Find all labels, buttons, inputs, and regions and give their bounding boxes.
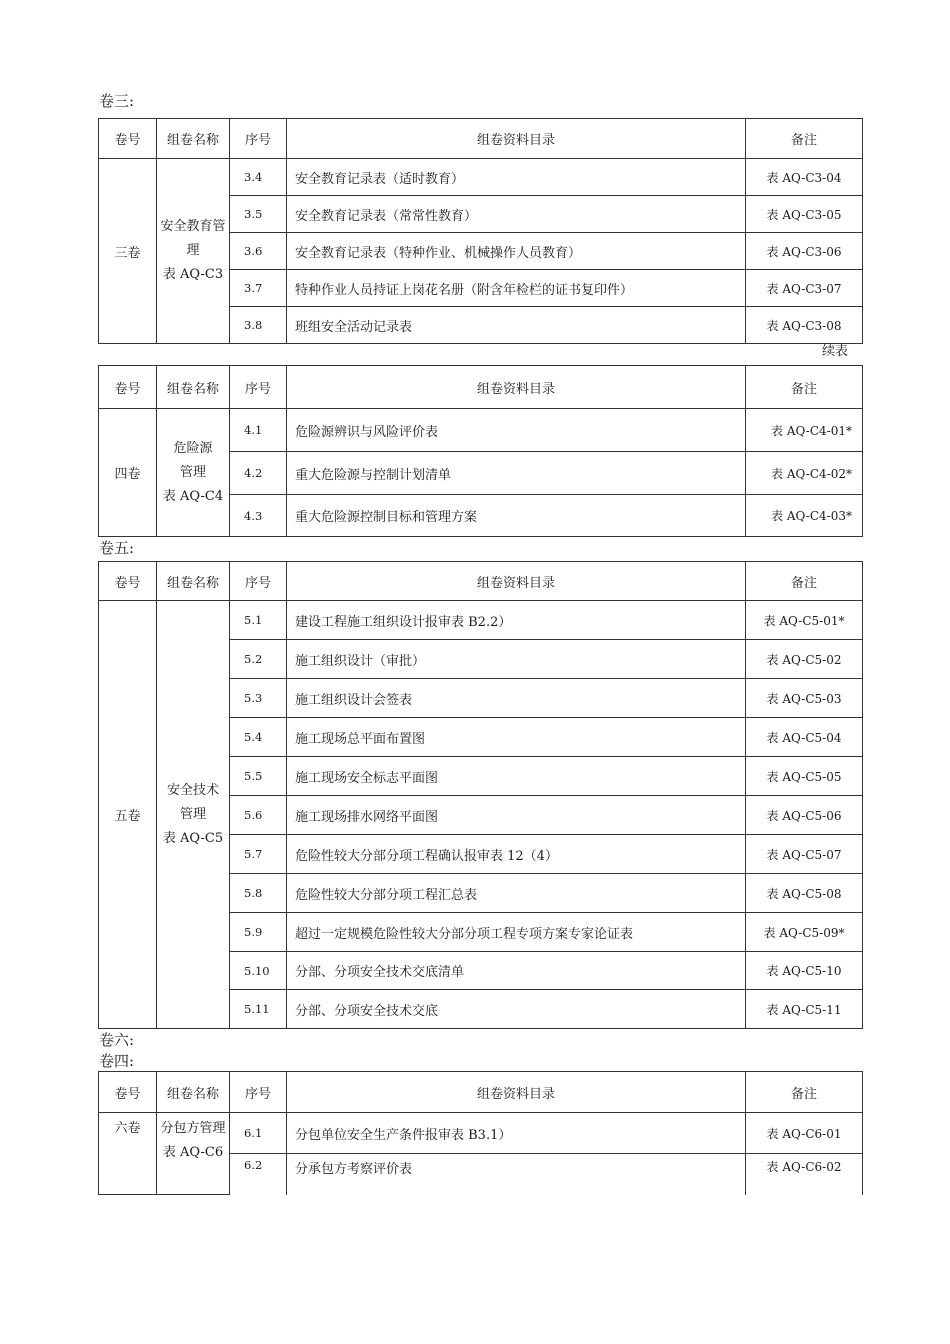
header-catalog: 组卷资料目录 [287, 119, 746, 159]
header-catalog: 组卷资料目录 [287, 562, 746, 601]
item-number: 5.4 [230, 718, 287, 757]
item-title: 安全教育记录表（常常性教育） [287, 196, 746, 233]
item-title: 施工现场总平面布置图 [287, 718, 746, 757]
header-catalog: 组卷资料目录 [287, 366, 746, 409]
table-header-row [99, 119, 863, 159]
item-number: 3.5 [230, 196, 287, 233]
table-header-row [99, 1072, 863, 1113]
item-number: 5.8 [230, 874, 287, 913]
volume-number: 六卷 [99, 1113, 157, 1195]
volume-name [157, 1113, 230, 1195]
volume-name [157, 601, 230, 1029]
item-note: 表 AQ-C6-01 [746, 1113, 863, 1154]
volume-name-line: 管理 [179, 464, 206, 480]
header-note: 备注 [746, 562, 863, 601]
item-number: 3.8 [230, 307, 287, 344]
item-number: 5.5 [230, 757, 287, 796]
item-note: 表 AQ-C3-06 [746, 233, 863, 270]
volume-number: 四卷 [99, 409, 157, 537]
item-note: 表 AQ-C5-03 [746, 679, 863, 718]
item-note: 表 AQ-C4-03* [746, 495, 863, 537]
item-title: 分部、分项安全技术交底清单 [287, 952, 746, 990]
volume-number: 五卷 [99, 601, 157, 1029]
header-name: 组卷名称 [157, 1072, 230, 1113]
volume-name-line: 表 AQ-C5 [162, 830, 224, 846]
header-note: 备注 [746, 1072, 863, 1113]
table-header-row [99, 366, 863, 409]
item-title: 重大危险源控制目标和管理方案 [287, 495, 746, 537]
catalog-table-vol5 [98, 561, 863, 1029]
section-heading-vol5: 卷五: [99, 539, 135, 557]
item-note: 表 AQ-C5-04 [746, 718, 863, 757]
item-note: 表 AQ-C3-07 [746, 270, 863, 307]
catalog-table-vol6 [98, 1071, 863, 1195]
header-catalog: 组卷资料目录 [287, 1072, 746, 1113]
item-number: 4.3 [230, 495, 287, 537]
item-title: 超过一定规模危险性较大分部分项工程专项方案专家论证表 [287, 913, 746, 952]
table-row [99, 409, 863, 452]
header-vol: 卷号 [99, 366, 157, 409]
header-name: 组卷名称 [157, 119, 230, 159]
item-note: 表 AQ-C3-05 [746, 196, 863, 233]
volume-name-line: 表 AQ-C4 [162, 488, 224, 504]
item-number: 5.3 [230, 679, 287, 718]
item-note: 表 AQ-C5-09* [746, 913, 863, 952]
item-note: 表 AQ-C6-02 [746, 1154, 863, 1195]
header-name: 组卷名称 [157, 562, 230, 601]
catalog-table-vol4 [98, 365, 863, 537]
item-note: 表 AQ-C5-02 [746, 640, 863, 679]
item-note: 表 AQ-C3-04 [746, 159, 863, 196]
section-heading-vol6: 卷六: [99, 1031, 135, 1049]
item-number: 4.1 [230, 409, 287, 452]
item-title: 施工组织设计（审批） [287, 640, 746, 679]
item-note: 表 AQ-C5-07 [746, 835, 863, 874]
volume-name-line: 表 AQ-C6 [162, 1145, 224, 1160]
volume-name-line: 危险源 [173, 440, 213, 456]
volume-name [157, 409, 230, 537]
volume-name [157, 159, 230, 344]
item-number: 5.1 [230, 601, 287, 640]
volume-name-line: 安全教育管 [160, 219, 226, 234]
table-row [99, 601, 863, 640]
item-title: 施工现场排水网络平面图 [287, 796, 746, 835]
item-number: 5.10 [230, 952, 287, 990]
item-note: 表 AQ-C5-01* [746, 601, 863, 640]
header-name: 组卷名称 [157, 366, 230, 409]
item-note: 表 AQ-C5-11 [746, 990, 863, 1029]
item-title: 危险性较大分部分项工程汇总表 [287, 874, 746, 913]
item-number: 5.11 [230, 990, 287, 1029]
item-number: 6.2 [230, 1154, 287, 1195]
continued-label: 续表 [821, 344, 848, 359]
item-note: 表 AQ-C5-10 [746, 952, 863, 990]
item-note: 表 AQ-C3-08 [746, 307, 863, 344]
header-seq: 序号 [230, 1072, 287, 1113]
section-heading-vol3: 卷三: [99, 92, 135, 110]
item-note: 表 AQ-C5-08 [746, 874, 863, 913]
item-number: 5.6 [230, 796, 287, 835]
header-seq: 序号 [230, 366, 287, 409]
item-title: 危险源辨识与风险评价表 [287, 409, 746, 452]
item-title: 安全教育记录表（特种作业、机械操作人员教育） [287, 233, 746, 270]
item-title: 班组安全活动记录表 [287, 307, 746, 344]
item-note: 表 AQ-C4-01* [746, 409, 863, 452]
item-title: 分部、分项安全技术交底 [287, 990, 746, 1029]
item-title: 分承包方考察评价表 [287, 1154, 746, 1195]
header-seq: 序号 [230, 119, 287, 159]
table-row [99, 1113, 863, 1154]
item-title: 重大危险源与控制计划清单 [287, 452, 746, 495]
item-number: 3.4 [230, 159, 287, 196]
item-note: 表 AQ-C5-05 [746, 757, 863, 796]
item-number: 4.2 [230, 452, 287, 495]
header-vol: 卷号 [99, 119, 157, 159]
catalog-table-vol3 [98, 118, 863, 344]
item-title: 建设工程施工组织设计报审表 B2.2） [287, 601, 746, 640]
item-title: 危险性较大分部分项工程确认报审表 12（4） [287, 835, 746, 874]
table-header-row [99, 562, 863, 601]
header-seq: 序号 [230, 562, 287, 601]
volume-number: 三卷 [99, 159, 157, 344]
header-vol: 卷号 [99, 562, 157, 601]
header-note: 备注 [746, 119, 863, 159]
item-number: 5.7 [230, 835, 287, 874]
item-note: 表 AQ-C5-06 [746, 796, 863, 835]
volume-name-line: 理 [186, 243, 200, 258]
volume-name-line: 分包方管理 [160, 1121, 226, 1136]
item-note: 表 AQ-C4-02* [746, 452, 863, 495]
header-note: 备注 [746, 366, 863, 409]
item-title: 分包单位安全生产条件报审表 B3.1） [287, 1113, 746, 1154]
item-number: 5.2 [230, 640, 287, 679]
volume-name-line: 管理 [179, 806, 206, 822]
item-title: 安全教育记录表（适时教育） [287, 159, 746, 196]
item-title: 施工现场安全标志平面图 [287, 757, 746, 796]
item-title: 特种作业人员持证上岗花名册（附含年检栏的证书复印件） [287, 270, 746, 307]
volume-name-line: 安全技术 [166, 782, 219, 798]
header-vol: 卷号 [99, 1072, 157, 1113]
item-number: 6.1 [230, 1113, 287, 1154]
item-number: 3.7 [230, 270, 287, 307]
item-title: 施工组织设计会签表 [287, 679, 746, 718]
volume-name-line: 表 AQ-C3 [162, 267, 224, 282]
item-number: 3.6 [230, 233, 287, 270]
section-heading-vol4-repeat: 卷四: [99, 1052, 135, 1070]
item-number: 5.9 [230, 913, 287, 952]
table-row [99, 159, 863, 196]
